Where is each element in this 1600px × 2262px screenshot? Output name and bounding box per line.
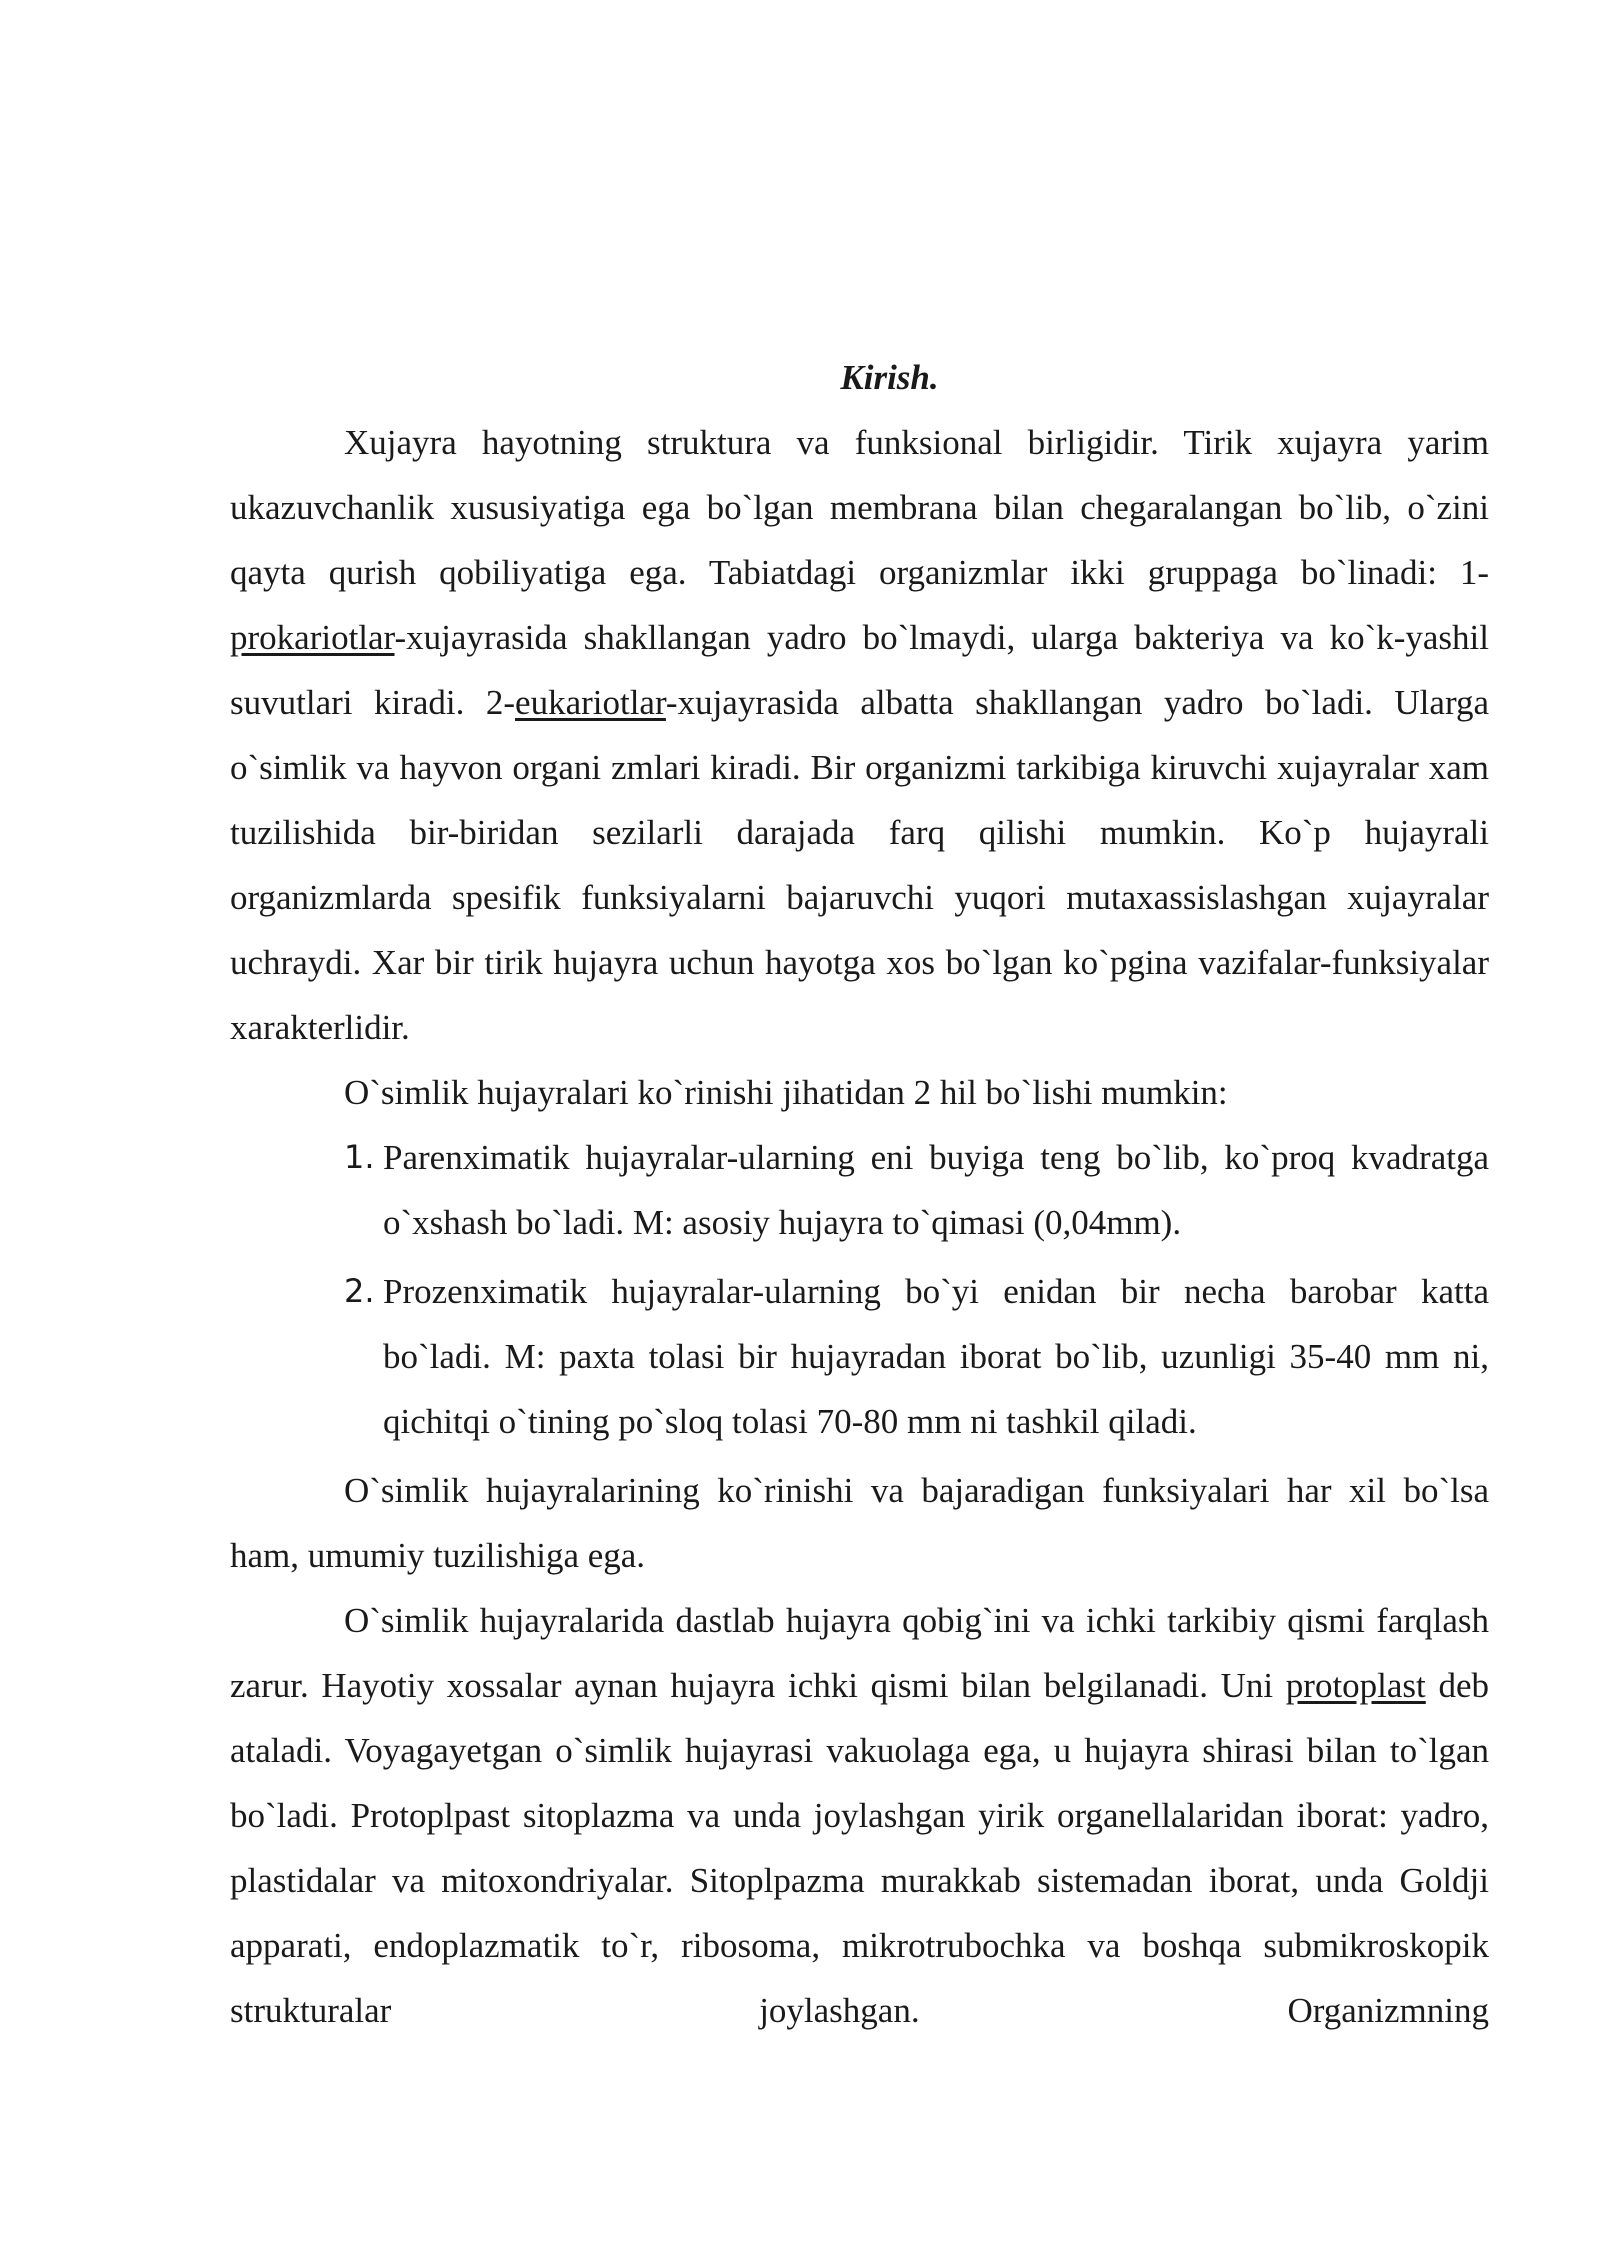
paragraph-intro-text-b: -xujayrasida shakllangan yadro bo`lmaydi, ularga bakteriya va ko`k-yashil suvutlari kiradi. 2- <box>230 618 1489 722</box>
paragraph-protoplast-text-a: O`simlik hujayralarida dastlab hujayra qobig`ini va ichki tarkibiy qismi farqlash zarur. Hayotiy xossalar aynan hujayra ichki qismi bilan belgilanadi. Uni <box>230 1601 1489 1705</box>
paragraph-protoplast-text-b: deb ataladi. Voyagayetgan o`simlik hujayrasi vakuolaga ega, u hujayra shirasi bilan to`lgan bo`ladi. Protoplpast sitoplazma va unda joylashgan yirik organellalaridan iborat: yadro, plastidalar va mitoxondriyalar. Sitoplpazma murakkab sistemadan iborat, unda Goldji apparati, endoplazmatik to`r, ribosoma, mikrotrubochka va boshqa submikroskopik strukturalar joylashgan. Organizmning <box>230 1666 1489 2030</box>
paragraph-intro <box>230 410 1489 1060</box>
list-item-number: 2. <box>344 1272 375 1310</box>
list-item-text: Prozenximatik hujayralar-ularning bo`yi enidan bir necha barobar katta bo`ladi. M: paxta tolasi bir hujayradan iborat bo`lib, uzunligi 35-40 mm ni, qichitqi o`tining po`sloq tolasi 70-80 mm ni tashkil qiladi. <box>383 1272 1489 1441</box>
list-item <box>230 1259 1489 1454</box>
list-item-number: 1. <box>344 1138 375 1176</box>
paragraph-cell-types: O`simlik hujayralari ko`rinishi jihatidan 2 hil bo`lishi mumkin: <box>344 1073 1228 1112</box>
term-protoplast: protoplast <box>1285 1666 1426 1705</box>
paragraph-intro-text-c: -xujayrasida albatta shakllangan yadro bo`ladi. Ularga o`simlik va hayvon organi zmlari kiradi. Bir organizmi tarkibiga kiruvchi xujayralar xam tuzilishida bir-biridan sezilarli darajada farq qilishi mumkin. Ko`p hujayrali organizmlarda spesifik funksiyalarni bajaruvchi yuqori mutaxassislashgan xujayralar uchraydi. Xar bir tirik hujayra uchun hayotga xos bo`lgan ko`pgina vazifalar-funksiyalar xarakterlidir. <box>230 683 1490 1047</box>
list-item <box>230 1125 1489 1255</box>
paragraph-protoplast <box>230 1588 1489 2043</box>
document-page <box>230 345 1489 2043</box>
term-prokariotlar: prokariotlar <box>230 618 395 657</box>
term-eukariotlar: eukariotlar <box>515 683 666 722</box>
list-item-text: Parenximatik hujayralar-ularning eni buyiga teng bo`lib, ko`proq kvadratga o`xshash bo`ladi. M: asosiy hujayra to`qimasi (0,04mm). <box>383 1138 1489 1242</box>
paragraph-intro-text-a: Xujayra hayotning struktura va funksional birligidir. Tirik xujayra yarim ukazuvchanlik xususiyatiga ega bo`lgan membrana bilan chegaralangan bo`lib, o`zini qayta qurish qobiliyatiga ega. Tabiatdagi organizmlar ikki gruppaga bo`linadi: 1- <box>230 423 1489 592</box>
paragraph-common-structure: O`simlik hujayralarining ko`rinishi va bajaradigan funksiyalari har xil bo`lsa ham, umumiy tuzilishiga ega. <box>230 1471 1489 1575</box>
cell-type-list <box>230 1125 1489 1454</box>
document-title: Kirish. <box>840 358 939 397</box>
